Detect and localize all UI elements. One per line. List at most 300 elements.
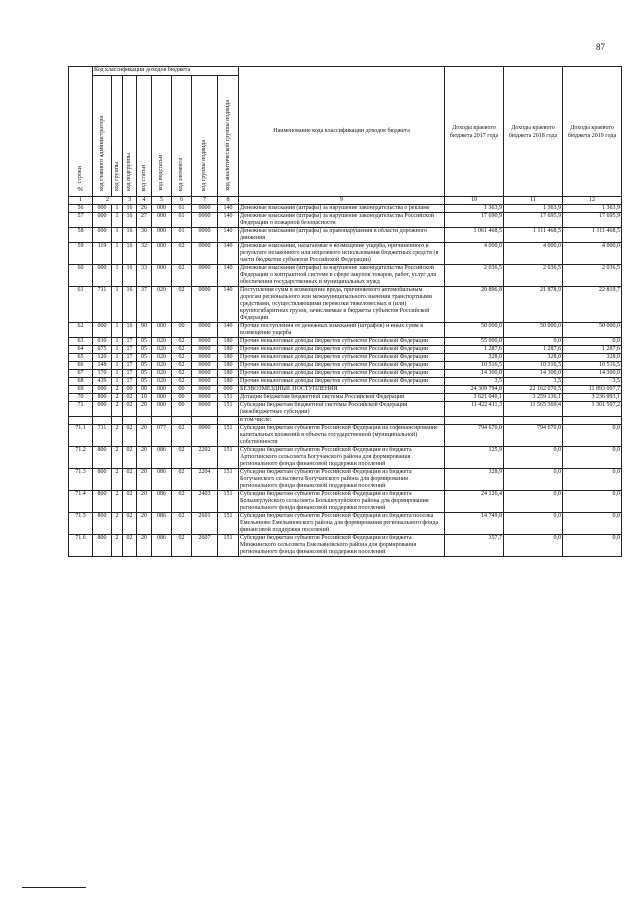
table-row — [69, 338, 622, 346]
cell-subgroup-code: 02 — [123, 469, 137, 491]
cell-subarticle-code: 020 — [152, 287, 172, 323]
table-row — [69, 447, 622, 469]
cell-amount-2017: 328,0 — [445, 354, 504, 362]
table-row — [69, 513, 622, 535]
table-row — [69, 402, 622, 417]
table-row — [69, 205, 622, 213]
cell-admin-code: 800 — [93, 491, 112, 513]
cell-row-number: 71.3 — [69, 469, 93, 491]
cell-row-number: 69 — [69, 386, 93, 394]
cell-element-code: 01 — [172, 228, 192, 243]
table-row — [69, 469, 622, 491]
cell-admin-code: 000 — [93, 402, 112, 417]
cell-name: Прочие неналоговые доходы бюджетов субъектов Российской Федерации — [239, 362, 445, 370]
cell-row-number: 65 — [69, 354, 93, 362]
cell-subarticle-code: 020 — [152, 346, 172, 354]
column-number: 5 — [152, 197, 172, 205]
cell-row-number: 61 — [69, 287, 93, 323]
cell-admin-code: 711 — [93, 287, 112, 323]
cell-row-number: 59 — [69, 243, 93, 265]
cell-element-code: 00 — [172, 323, 192, 338]
cell-row-number: 71.2 — [69, 447, 93, 469]
column-number: 1 — [69, 197, 93, 205]
cell-group-code: 1 — [112, 354, 123, 362]
cell-analytic-code: 180 — [218, 362, 239, 370]
cell-analytic-code: 140 — [218, 205, 239, 213]
cell-name: Субсидии бюджетам субъектов Российской Федерации из бюджета Минжинского сельсовета Емельяновского района для формирования регионального фонда финансовой поддержки поселений — [239, 535, 445, 557]
cell-amount-2017: 1 287,6 — [445, 346, 504, 354]
cell-amount-2019: 17 695,9 — [563, 213, 622, 228]
cell-group-code: 2 — [112, 447, 123, 469]
cell-analytic-code: 180 — [218, 378, 239, 386]
cell-subgroup-code: 16 — [123, 243, 137, 265]
code-header-admin: код главного администратора — [93, 76, 112, 197]
cell-subgroup-code: 17 — [123, 346, 137, 354]
cell-name: Субсидии бюджетам субъектов Российской Федерации из бюджета поселка Емельяново Емельяновского района для формирования регионального фонда финансовой поддержки поселений — [239, 513, 445, 535]
cell-analytic-code: 151 — [218, 535, 239, 557]
year-2019-header: Доходы краевого бюджета 2019 года — [563, 67, 622, 197]
cell-element-code: 02 — [172, 346, 192, 354]
cell-subgroup-code: 16 — [123, 287, 137, 323]
cell-amount-2018: 0,0 — [504, 447, 563, 469]
cell-amount-2019: 3 236 993,1 — [563, 394, 622, 402]
table-row — [69, 362, 622, 370]
cell-name: Прочие поступления от денежных взысканий (штрафов) и иных сумм в возмещение ущерба — [239, 323, 445, 338]
column-number: 9 — [239, 197, 445, 205]
table-row — [69, 354, 622, 362]
cell-article-code: 37 — [137, 287, 152, 323]
cell-admin-code: 439 — [93, 378, 112, 386]
table-row — [69, 491, 622, 513]
header-group-row — [69, 67, 622, 76]
cell-row-number: 67 — [69, 370, 93, 378]
cell-name: Прочие неналоговые доходы бюджетов субъектов Российской Федерации — [239, 346, 445, 354]
table-row — [69, 370, 622, 378]
cell-name: Денежные взыскания (штрафы) за правонарушения в области дорожного движения — [239, 228, 445, 243]
cell-amount-2019: 0,0 — [563, 447, 622, 469]
cell-element-code: 02 — [172, 354, 192, 362]
cell-subgroup-code: 17 — [123, 370, 137, 378]
cell-admin-code: 000 — [93, 205, 112, 213]
cell-subgroup-code: 17 — [123, 362, 137, 370]
cell-analytic-code: 180 — [218, 370, 239, 378]
cell-subtype-code: 0000 — [192, 228, 218, 243]
cell-subtype-code: 0000 — [192, 402, 218, 417]
cell-amount-2019: 1 301 597,2 — [563, 402, 622, 417]
cell-element-code: 02 — [172, 447, 192, 469]
page-number: 87 — [596, 42, 605, 52]
cell-analytic-code: 000 — [218, 386, 239, 394]
cell-amount-2017: 357,7 — [445, 535, 504, 557]
cell-admin-code — [93, 417, 112, 425]
cell-admin-code: 800 — [93, 535, 112, 557]
cell-element-code: 02 — [172, 469, 192, 491]
cell-amount-2017: 50 000,0 — [445, 323, 504, 338]
cell-name: Прочие неналоговые доходы бюджетов субъектов Российской Федерации — [239, 338, 445, 346]
table-row — [69, 287, 622, 323]
cell-amount-2017: 1 363,9 — [445, 205, 504, 213]
cell-admin-code: 075 — [93, 346, 112, 354]
cell-subarticle-code: 086 — [152, 491, 172, 513]
cell-element-code: 02 — [172, 338, 192, 346]
cell-row-number: 71.6 — [69, 535, 93, 557]
cell-analytic-code: 151 — [218, 425, 239, 447]
cell-amount-2019: 1 363,9 — [563, 205, 622, 213]
cell-subarticle-code — [152, 417, 172, 425]
cell-article-code: 32 — [137, 243, 152, 265]
cell-row-number: 56 — [69, 205, 93, 213]
code-header-group: код группы — [112, 76, 123, 197]
table-row — [69, 535, 622, 557]
cell-subarticle-code: 000 — [152, 243, 172, 265]
cell-row-number — [69, 417, 93, 425]
cell-subtype-code: 0000 — [192, 338, 218, 346]
cell-analytic-code: 151 — [218, 394, 239, 402]
column-number: 7 — [192, 197, 218, 205]
cell-row-number: 58 — [69, 228, 93, 243]
cell-admin-code: 800 — [93, 394, 112, 402]
cell-admin-code: 120 — [93, 354, 112, 362]
cell-element-code: 00 — [172, 402, 192, 417]
cell-row-number: 62 — [69, 323, 93, 338]
cell-subtype-code: 0000 — [192, 323, 218, 338]
cell-amount-2019: 50 000,0 — [563, 323, 622, 338]
cell-subtype-code: 0000 — [192, 287, 218, 323]
cell-subtype-code — [192, 417, 218, 425]
cell-subgroup-code: 02 — [123, 394, 137, 402]
cell-group-code: 2 — [112, 491, 123, 513]
cell-amount-2018: 1 287,6 — [504, 346, 563, 354]
cell-name: Денежные взыскания (штрафы) за нарушение законодательства о рекламе — [239, 205, 445, 213]
cell-admin-code: 000 — [93, 265, 112, 287]
table-row — [69, 425, 622, 447]
cell-element-code: 01 — [172, 213, 192, 228]
cell-row-number: 60 — [69, 265, 93, 287]
cell-amount-2017: 11 422 411,3 — [445, 402, 504, 417]
cell-amount-2018: 21 878,9 — [504, 287, 563, 323]
cell-name: Денежные взыскания (штрафы) за нарушение законодательства Российской Федерации о пожарной безопасности — [239, 213, 445, 228]
cell-article-code: 27 — [137, 213, 152, 228]
cell-article-code: 05 — [137, 370, 152, 378]
cell-article-code: 10 — [137, 394, 152, 402]
cell-subarticle-code: 000 — [152, 228, 172, 243]
cell-subarticle-code: 000 — [152, 265, 172, 287]
cell-article-code: 26 — [137, 205, 152, 213]
cell-amount-2017: 55 000,0 — [445, 338, 504, 346]
cell-subarticle-code: 086 — [152, 535, 172, 557]
cell-row-number: 68 — [69, 378, 93, 386]
cell-subtype-code: 0000 — [192, 394, 218, 402]
cell-analytic-code: 140 — [218, 228, 239, 243]
table-row — [69, 346, 622, 354]
cell-amount-2018: 4 000,0 — [504, 243, 563, 265]
cell-analytic-code: 151 — [218, 469, 239, 491]
cell-group-code: 1 — [112, 370, 123, 378]
cell-amount-2018: 1 111 468,5 — [504, 228, 563, 243]
cell-analytic-code: 180 — [218, 338, 239, 346]
cell-admin-code: 000 — [93, 228, 112, 243]
cell-amount-2019: 0,0 — [563, 491, 622, 513]
column-number: 12 — [563, 197, 622, 205]
cell-analytic-code: 180 — [218, 354, 239, 362]
cell-name: БЕЗВОЗМЕЗДНЫЕ ПОСТУПЛЕНИЯ — [239, 386, 445, 394]
cell-admin-code: 030 — [93, 338, 112, 346]
cell-name: Субсидии бюджетам субъектов Российской Федерации из бюджета Артюгинского сельсовета Богучанского района для формирования регионального фонда финансовой поддержки поселений — [239, 447, 445, 469]
cell-group-code: 1 — [112, 265, 123, 287]
cell-subgroup-code: 16 — [123, 265, 137, 287]
cell-amount-2018: 50 000,0 — [504, 323, 563, 338]
row-number-header: № строки — [69, 67, 93, 197]
cell-amount-2018: 0,0 — [504, 535, 563, 557]
cell-analytic-code: 140 — [218, 213, 239, 228]
cell-article-code: 20 — [137, 469, 152, 491]
cell-subarticle-code: 020 — [152, 378, 172, 386]
cell-amount-2018: 3,5 — [504, 378, 563, 386]
cell-amount-2017: 1 061 468,5 — [445, 228, 504, 243]
cell-analytic-code: 151 — [218, 491, 239, 513]
year-2017-header: Доходы краевого бюджета 2017 года — [445, 67, 504, 197]
cell-amount-2017: 17 690,9 — [445, 213, 504, 228]
table-body — [69, 197, 622, 557]
cell-element-code: 02 — [172, 370, 192, 378]
cell-subgroup-code: 16 — [123, 323, 137, 338]
cell-subgroup-code: 00 — [123, 386, 137, 394]
cell-element-code: 01 — [172, 205, 192, 213]
cell-admin-code: 000 — [93, 323, 112, 338]
cell-amount-2019: 1 287,6 — [563, 346, 622, 354]
cell-analytic-code: 140 — [218, 265, 239, 287]
cell-subtype-code: 2204 — [192, 469, 218, 491]
cell-subgroup-code — [123, 417, 137, 425]
cell-group-code: 2 — [112, 469, 123, 491]
classification-group-header: Код классификации доходов бюджета — [93, 67, 239, 76]
cell-article-code: 20 — [137, 491, 152, 513]
cell-element-code: 02 — [172, 425, 192, 447]
column-number: 6 — [172, 197, 192, 205]
cell-amount-2017: 10 516,5 — [445, 362, 504, 370]
column-number: 10 — [445, 197, 504, 205]
cell-amount-2017: 14 749,8 — [445, 513, 504, 535]
cell-subarticle-code: 000 — [152, 205, 172, 213]
cell-name: в том числе: — [239, 417, 445, 425]
cell-article-code: 30 — [137, 228, 152, 243]
year-2018-header: Доходы краевого бюджета 2018 года — [504, 67, 563, 197]
cell-subgroup-code: 02 — [123, 425, 137, 447]
cell-subarticle-code: 000 — [152, 323, 172, 338]
cell-amount-2019: 14 300,0 — [563, 370, 622, 378]
cell-subarticle-code: 000 — [152, 402, 172, 417]
cell-element-code: 00 — [172, 394, 192, 402]
cell-row-number: 71 — [69, 402, 93, 417]
cell-admin-code: 148 — [93, 362, 112, 370]
cell-element-code: 02 — [172, 362, 192, 370]
cell-group-code: 1 — [112, 378, 123, 386]
budget-revenue-table — [68, 66, 622, 557]
cell-amount-2019 — [563, 417, 622, 425]
cell-name: Денежные взыскания (штрафы) за нарушение законодательства Российской Федерации о контрактной системе в сфере закупок товаров, работ, услуг для обеспечения государственных и муниципальных нужд — [239, 265, 445, 287]
cell-amount-2019: 1 111 468,5 — [563, 228, 622, 243]
cell-amount-2019: 0,0 — [563, 535, 622, 557]
table-row — [69, 323, 622, 338]
cell-subarticle-code: 020 — [152, 362, 172, 370]
table-row — [69, 265, 622, 287]
cell-group-code: 1 — [112, 205, 123, 213]
code-header-subarticle: код подстатьи — [152, 76, 172, 197]
cell-amount-2018: 11 565 369,4 — [504, 402, 563, 417]
cell-amount-2017: 4 000,0 — [445, 243, 504, 265]
column-number: 3 — [123, 197, 137, 205]
cell-article-code: 90 — [137, 323, 152, 338]
cell-element-code: 02 — [172, 243, 192, 265]
cell-article-code: 20 — [137, 513, 152, 535]
cell-name: Дотации бюджетам бюджетной системы Российской Федерации — [239, 394, 445, 402]
cell-name: Субсидии бюджетам бюджетной системы Российской Федерации (межбюджетные субсидии) — [239, 402, 445, 417]
cell-subarticle-code: 000 — [152, 213, 172, 228]
cell-group-code: 1 — [112, 213, 123, 228]
cell-amount-2019: 0,0 — [563, 338, 622, 346]
table-row — [69, 378, 622, 386]
cell-amount-2017: 794 670,0 — [445, 425, 504, 447]
cell-analytic-code: 151 — [218, 513, 239, 535]
cell-amount-2018 — [504, 417, 563, 425]
cell-group-code — [112, 417, 123, 425]
cell-admin-code: 119 — [93, 243, 112, 265]
cell-subarticle-code: 020 — [152, 370, 172, 378]
cell-amount-2019: 3,5 — [563, 378, 622, 386]
cell-subtype-code: 0000 — [192, 362, 218, 370]
column-number: 4 — [137, 197, 152, 205]
cell-amount-2018: 1 363,9 — [504, 205, 563, 213]
cell-group-code: 1 — [112, 287, 123, 323]
cell-amount-2018: 10 316,5 — [504, 362, 563, 370]
cell-admin-code: 000 — [93, 213, 112, 228]
cell-subarticle-code: 020 — [152, 354, 172, 362]
cell-group-code: 1 — [112, 243, 123, 265]
column-number: 2 — [93, 197, 123, 205]
cell-amount-2018: 0,0 — [504, 338, 563, 346]
cell-analytic-code: 151 — [218, 447, 239, 469]
cell-subgroup-code: 17 — [123, 378, 137, 386]
cell-element-code — [172, 417, 192, 425]
cell-name: Субсидии бюджетам субъектов Российской Федерации из бюджета Богучанского сельсовета Богучанского района для формирования регионального фонда финансовой поддержки поселений — [239, 469, 445, 491]
cell-row-number: 70 — [69, 394, 93, 402]
cell-amount-2019: 0,0 — [563, 513, 622, 535]
cell-group-code: 1 — [112, 346, 123, 354]
cell-amount-2017: 3 621 040,1 — [445, 394, 504, 402]
cell-analytic-code: 140 — [218, 287, 239, 323]
cell-amount-2018: 0,0 — [504, 469, 563, 491]
table-row — [69, 386, 622, 394]
cell-subgroup-code: 02 — [123, 447, 137, 469]
cell-subgroup-code: 02 — [123, 535, 137, 557]
cell-article-code: 05 — [137, 338, 152, 346]
cell-article-code: 05 — [137, 346, 152, 354]
cell-subarticle-code: 000 — [152, 386, 172, 394]
cell-analytic-code: 140 — [218, 323, 239, 338]
cell-subtype-code: 2607 — [192, 535, 218, 557]
cell-article-code: 20 — [137, 425, 152, 447]
cell-group-code: 1 — [112, 228, 123, 243]
cell-amount-2019: 4 000,0 — [563, 243, 622, 265]
cell-name: Прочие неналоговые доходы бюджетов субъектов Российской Федерации — [239, 354, 445, 362]
cell-amount-2017: 3,5 — [445, 378, 504, 386]
cell-article-code: 00 — [137, 386, 152, 394]
cell-subgroup-code: 02 — [123, 491, 137, 513]
cell-name: Денежные взыскания, налагаемые в возмещение ущерба, причиненного в результате незаконного или нецелевого использования бюджетных средств (в части бюджетов субъектов Российской Федерации) — [239, 243, 445, 265]
cell-subtype-code: 0000 — [192, 213, 218, 228]
cell-article-code: 05 — [137, 362, 152, 370]
column-number: 11 — [504, 197, 563, 205]
cell-analytic-code: 180 — [218, 346, 239, 354]
cell-amount-2018: 328,0 — [504, 354, 563, 362]
cell-amount-2017: 24 126,4 — [445, 491, 504, 513]
cell-amount-2019: 22 819,7 — [563, 287, 622, 323]
cell-amount-2018: 14 300,0 — [504, 370, 563, 378]
cell-group-code: 1 — [112, 338, 123, 346]
cell-element-code: 02 — [172, 265, 192, 287]
cell-element-code: 02 — [172, 287, 192, 323]
cell-subgroup-code: 16 — [123, 228, 137, 243]
cell-amount-2017: 24 309 794,8 — [445, 386, 504, 394]
cell-row-number: 71.1 — [69, 425, 93, 447]
cell-name: Субсидии бюджетам субъектов Российской Федерации из бюджета Большеулуйского сельсовета Большеулуйского района для формирования регионального фонда финансовой поддержки поселений — [239, 491, 445, 513]
code-header-subgroup: код подгруппы — [123, 76, 137, 197]
cell-subgroup-code: 17 — [123, 338, 137, 346]
cell-amount-2018: 0,0 — [504, 491, 563, 513]
cell-group-code: 2 — [112, 425, 123, 447]
code-header-subtype: код группы подвида — [192, 76, 218, 197]
cell-subtype-code: 0000 — [192, 425, 218, 447]
cell-amount-2017 — [445, 417, 504, 425]
cell-name: Прочие неналоговые доходы бюджетов субъектов Российской Федерации — [239, 378, 445, 386]
code-header-article: код статьи — [137, 76, 152, 197]
cell-amount-2018: 2 036,5 — [504, 265, 563, 287]
cell-subarticle-code: 086 — [152, 513, 172, 535]
footer-divider — [22, 887, 86, 888]
cell-subarticle-code: 020 — [152, 338, 172, 346]
cell-admin-code: 170 — [93, 370, 112, 378]
cell-element-code: 02 — [172, 491, 192, 513]
cell-amount-2018: 22 162 070,5 — [504, 386, 563, 394]
cell-element-code: 00 — [172, 386, 192, 394]
cell-admin-code: 711 — [93, 425, 112, 447]
cell-amount-2017: 14 300,0 — [445, 370, 504, 378]
cell-amount-2019: 328,0 — [563, 354, 622, 362]
cell-group-code: 2 — [112, 513, 123, 535]
cell-article-code: 05 — [137, 378, 152, 386]
table-row — [69, 417, 622, 425]
cell-admin-code: 800 — [93, 447, 112, 469]
cell-name: Поступления сумм в возмещение вреда, причиняемого автомобильным дорогам регионального или межмуниципального значения транспортными средствами, осуществляющими перевозки тяжеловесных и (или) крупногабаритных грузов, зачисляемые в бюджеты субъектов Российской Федерации — [239, 287, 445, 323]
cell-subtype-code: 0000 — [192, 346, 218, 354]
cell-article-code: 20 — [137, 402, 152, 417]
cell-subtype-code: 0000 — [192, 243, 218, 265]
cell-group-code: 2 — [112, 535, 123, 557]
cell-amount-2019: 0,0 — [563, 469, 622, 491]
cell-amount-2019: 2 036,5 — [563, 265, 622, 287]
cell-analytic-code — [218, 417, 239, 425]
cell-amount-2018: 3 259 136,1 — [504, 394, 563, 402]
cell-name: Субсидии бюджетам субъектов Российской Федерации на софинансирование капитальных вложений в объекты государственной (муниципальной) собственности — [239, 425, 445, 447]
cell-row-number: 63 — [69, 338, 93, 346]
cell-amount-2019: 11 893 097,7 — [563, 386, 622, 394]
cell-group-code: 1 — [112, 323, 123, 338]
cell-subtype-code: 0000 — [192, 378, 218, 386]
cell-article-code: 20 — [137, 535, 152, 557]
cell-admin-code: 000 — [93, 386, 112, 394]
cell-subtype-code: 0000 — [192, 386, 218, 394]
cell-subtype-code: 2403 — [192, 491, 218, 513]
